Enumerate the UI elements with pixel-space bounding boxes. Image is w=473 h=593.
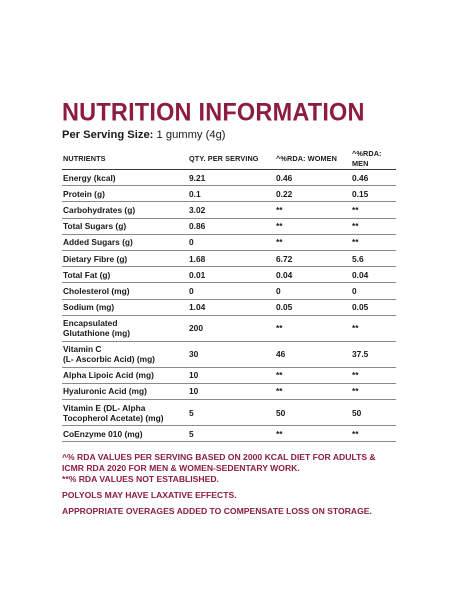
rda-women-value: 46 xyxy=(275,341,351,367)
table-row xyxy=(62,234,396,250)
qty-value: 0.1 xyxy=(188,186,275,202)
serving-size xyxy=(62,128,396,142)
rda-men-value: 5.6 xyxy=(351,250,396,266)
serving-size-label: Per Serving Size: xyxy=(62,129,154,141)
nutrient-name: Total Fat (g) xyxy=(62,267,188,283)
table-row xyxy=(62,186,396,202)
nutrient-name: Hyaluronic Acid (mg) xyxy=(62,383,188,399)
nutrient-name: Alpha Lipoic Acid (mg) xyxy=(62,367,188,383)
rda-men-value: 0.04 xyxy=(351,267,396,283)
rda-women-value: ** xyxy=(275,315,351,341)
qty-value: 0 xyxy=(188,283,275,299)
rda-men-value: 0.46 xyxy=(351,170,396,186)
table-body xyxy=(62,170,396,442)
qty-value: 10 xyxy=(188,383,275,399)
rda-men-value: ** xyxy=(351,383,396,399)
qty-value: 0 xyxy=(188,234,275,250)
nutrient-name: Dietary Fibre (g) xyxy=(62,250,188,266)
nutrient-name: Added Sugars (g) xyxy=(62,234,188,250)
rda-women-value: 0.05 xyxy=(275,299,351,315)
page-title: NUTRITION INFORMATION xyxy=(62,98,365,127)
header-nutrients: NUTRIENTS xyxy=(62,149,188,170)
rda-men-value: 50 xyxy=(351,400,396,426)
footnote-not-established: **% RDA VALUES NOT ESTABLISHED. xyxy=(62,474,219,485)
nutrient-name: Carbohydrates (g) xyxy=(62,202,188,218)
nutrient-name: CoEnzyme 010 (mg) xyxy=(62,426,188,442)
qty-value: 9.21 xyxy=(188,170,275,186)
table-row xyxy=(62,315,396,341)
nutrient-name: Total Sugars (g) xyxy=(62,218,188,234)
rda-women-value: 0.22 xyxy=(275,186,351,202)
rda-men-value: ** xyxy=(351,367,396,383)
rda-women-value: ** xyxy=(275,383,351,399)
table-row xyxy=(62,299,396,315)
header-rda-men: ^%RDA: MEN xyxy=(351,149,396,170)
rda-women-value: 6.72 xyxy=(275,250,351,266)
qty-value: 200 xyxy=(188,315,275,341)
table-row xyxy=(62,202,396,218)
qty-value: 30 xyxy=(188,341,275,367)
qty-value: 10 xyxy=(188,367,275,383)
nutrient-name: Cholesterol (mg) xyxy=(62,283,188,299)
nutrient-name: Encapsulated Glutathione (mg) xyxy=(62,315,188,341)
rda-men-value: 37.5 xyxy=(351,341,396,367)
rda-men-value: ** xyxy=(351,426,396,442)
qty-value: 5 xyxy=(188,426,275,442)
serving-size-value: 1 gummy (4g) xyxy=(156,129,226,141)
rda-men-value: 0.15 xyxy=(351,186,396,202)
rda-women-value: 0 xyxy=(275,283,351,299)
rda-men-value: 0 xyxy=(351,283,396,299)
table-row xyxy=(62,250,396,266)
table-header-row xyxy=(62,149,396,170)
qty-value: 0.86 xyxy=(188,218,275,234)
rda-women-value: ** xyxy=(275,426,351,442)
qty-value: 1.68 xyxy=(188,250,275,266)
table-row xyxy=(62,383,396,399)
rda-women-value: ** xyxy=(275,367,351,383)
rda-men-value: ** xyxy=(351,202,396,218)
qty-value: 3.02 xyxy=(188,202,275,218)
footnotes xyxy=(62,452,396,517)
header-qty: QTY. PER SERVING xyxy=(188,149,275,170)
qty-value: 0.01 xyxy=(188,267,275,283)
rda-women-value: 0.46 xyxy=(275,170,351,186)
qty-value: 1.04 xyxy=(188,299,275,315)
nutrient-name: Energy (kcal) xyxy=(62,170,188,186)
nutrient-name: Vitamin E (DL- Alpha Tocopherol Acetate) (mg) xyxy=(62,400,188,426)
nutrition-panel xyxy=(62,98,396,522)
table-row xyxy=(62,267,396,283)
table-row xyxy=(62,283,396,299)
rda-men-value: 0.05 xyxy=(351,299,396,315)
nutrient-name: Sodium (mg) xyxy=(62,299,188,315)
qty-value: 5 xyxy=(188,400,275,426)
rda-women-value: ** xyxy=(275,218,351,234)
table-row xyxy=(62,170,396,186)
table-row xyxy=(62,341,396,367)
footnote-overages: APPROPRIATE OVERAGES ADDED TO COMPENSATE LOSS ON STORAGE. xyxy=(62,506,372,517)
nutrient-name: Protein (g) xyxy=(62,186,188,202)
footnote-polyols: POLYOLS MAY HAVE LAXATIVE EFFECTS. xyxy=(62,490,237,501)
rda-women-value: ** xyxy=(275,234,351,250)
table-row xyxy=(62,218,396,234)
rda-men-value: ** xyxy=(351,234,396,250)
footnote-rda-basis: ^% RDA VALUES PER SERVING BASED ON 2000 KCAL DIET FOR ADULTS & ICMR RDA 2020 FOR MEN & WOMEN-SEDENTARY WORK. xyxy=(62,452,376,474)
rda-men-value: ** xyxy=(351,315,396,341)
table-row xyxy=(62,400,396,426)
table-row xyxy=(62,367,396,383)
rda-men-value: ** xyxy=(351,218,396,234)
nutrition-table xyxy=(62,149,396,442)
table-row xyxy=(62,426,396,442)
rda-women-value: 50 xyxy=(275,400,351,426)
rda-women-value: 0.04 xyxy=(275,267,351,283)
header-rda-women: ^%RDA: WOMEN xyxy=(275,149,351,170)
nutrient-name: Vitamin C (L- Ascorbic Acid) (mg) xyxy=(62,341,188,367)
rda-women-value: ** xyxy=(275,202,351,218)
